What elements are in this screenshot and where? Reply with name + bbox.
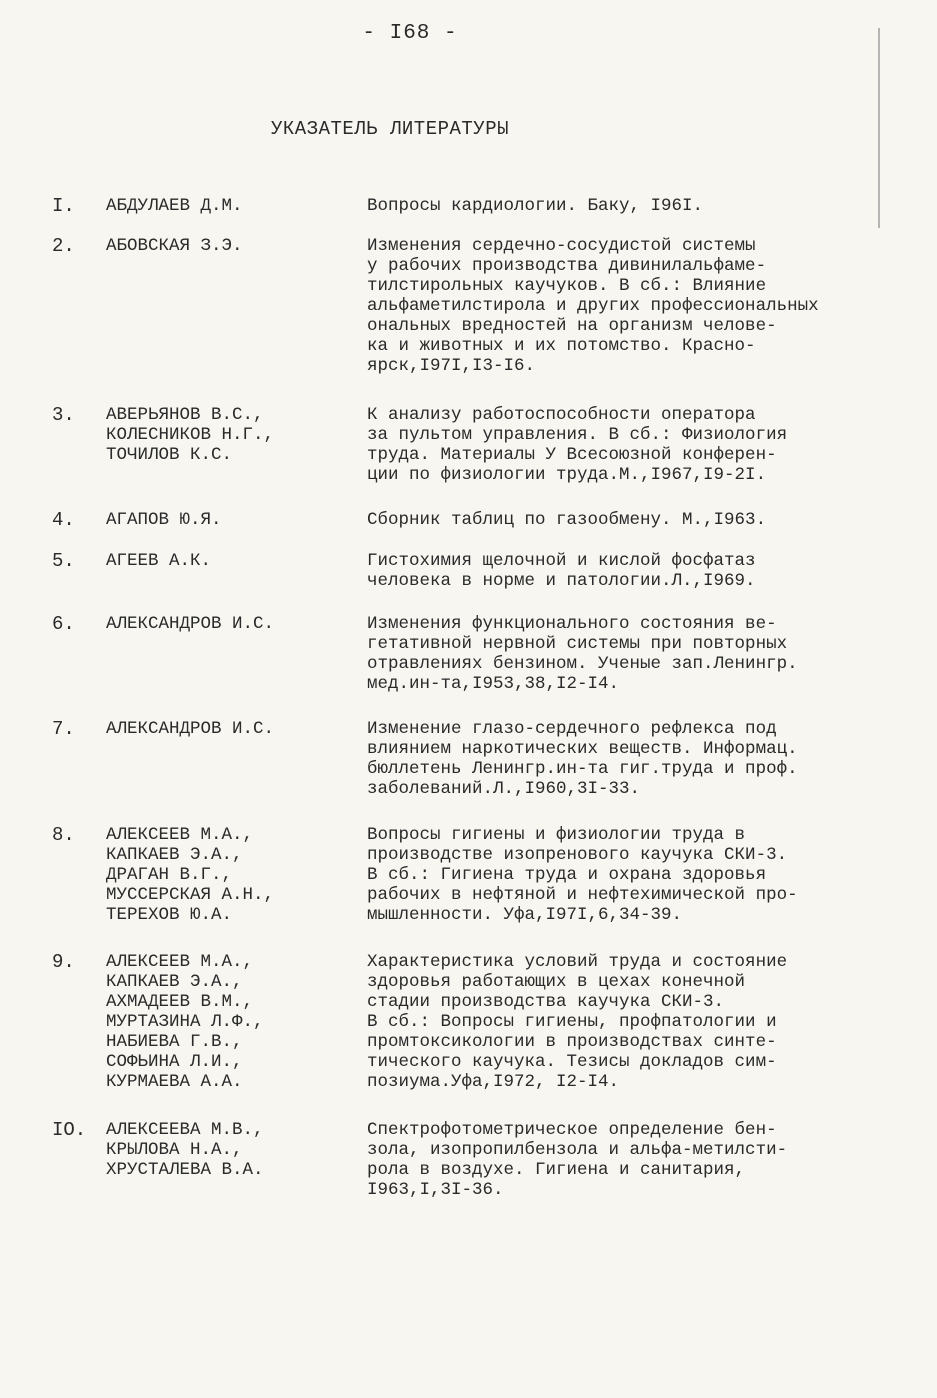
entry-source: Изменения функционального состояния ве- гетативной нервной системы при повторных отравлениях бензином. Ученые зап.Ленингр. мед.ин-та,I953,38,I2-I4. [367, 614, 798, 694]
entry-source: Изменение глазо-сердечного рефлекса под влиянием наркотических веществ. Информац. бюллетень Ленингр.ин-та гиг.труда и проф. заболеваний.Л.,I960,3I-33. [367, 719, 798, 799]
entry-number: IO. [52, 1119, 87, 1141]
entry-source: Сборник таблиц по газообмену. М.,I963. [367, 510, 767, 530]
entry-number: 4. [52, 509, 75, 531]
entry-authors: АБОВСКАЯ З.Э. [106, 236, 243, 256]
entry-source: Изменения сердечно-сосудистой системы у рабочих производства дивинилальфаме- тилстирольных каучуков. В сб.: Влияние альфаметилстирола и других профессиональных ональных вредностей на организм челове- ка и животных и их потомство. Красно- ярск,I97I,I3-I6. [367, 236, 819, 376]
entry-authors: АЛЕКСЕЕВ М.А., КАПКАЕВ Э.А., АХМАДЕЕВ В.М., МУРТАЗИНА Л.Ф., НАБИЕВА Г.В., СОФЬИНА Л.И., КУРМАЕВА А.А. [106, 952, 264, 1092]
entry-number: I. [52, 195, 75, 217]
entry-authors: АЛЕКСЕЕВ М.А., КАПКАЕВ Э.А., ДРАГАН В.Г., МУССЕРСКАЯ А.Н., ТЕРЕХОВ Ю.А. [106, 825, 275, 925]
entry-authors: АЛЕКСАНДРОВ И.С. [106, 614, 275, 634]
entry-source: Гистохимия щелочной и кислой фосфатаз человека в норме и патологии.Л.,I969. [367, 551, 756, 591]
entry-number: 6. [52, 613, 75, 635]
entry-authors: АГЕЕВ А.К. [106, 551, 212, 571]
entry-number: 7. [52, 718, 75, 740]
entry-number: 2. [52, 235, 75, 257]
entry-source: Вопросы гигиены и физиологии труда в производстве изопренового каучука СКИ-3. В сб.: Гигиена труда и охрана здоровья рабочих в нефтяной и нефтехимической про- мышленности. Уфа,I97I,6,34-39. [367, 825, 798, 925]
entry-number: 8. [52, 824, 75, 846]
entry-number: 5. [52, 550, 75, 572]
entry-authors: АЛЕКСЕЕВА М.В., КРЫЛОВА Н.А., ХРУСТАЛЕВА В.А. [106, 1120, 264, 1180]
entry-number: 9. [52, 951, 75, 973]
entry-authors: АВЕРЬЯНОВ В.С., КОЛЕСНИКОВ Н.Г., ТОЧИЛОВ К.С. [106, 405, 275, 465]
page-heading: УКАЗАТЕЛЬ ЛИТЕРАТУРЫ [270, 118, 510, 140]
entry-source: Вопросы кардиологии. Баку, I96I. [367, 196, 704, 216]
entry-authors: АЛЕКСАНДРОВ И.С. [106, 719, 275, 739]
entry-number: 3. [52, 404, 75, 426]
entry-authors: АГАПОВ Ю.Я. [106, 510, 222, 530]
entry-source: Характеристика условий труда и состояние здоровья работающих в цехах конечной стадии производства каучука СКИ-3. В сб.: Вопросы гигиены, профпатологии и промтоксикологии в производствах синте- тического каучука. Тезисы докладов сим- позиума.Уфа,I972, I2-I4. [367, 952, 788, 1092]
entry-source: Спектрофотометрическое определение бен- зола, изопропилбензола и альфа-метилсти- рола в воздухе. Гигиена и санитария, I963,I,3I-36. [367, 1120, 788, 1200]
page-number: - I68 - [362, 22, 458, 45]
entry-authors: АБДУЛАЕВ Д.М. [106, 196, 243, 216]
entry-source: К анализу работоспособности оператора за пультом управления. В сб.: Физиология труда. Материалы У Всесоюзной конферен- ции по физиологии труда.М.,I967,I9-2I. [367, 405, 788, 485]
